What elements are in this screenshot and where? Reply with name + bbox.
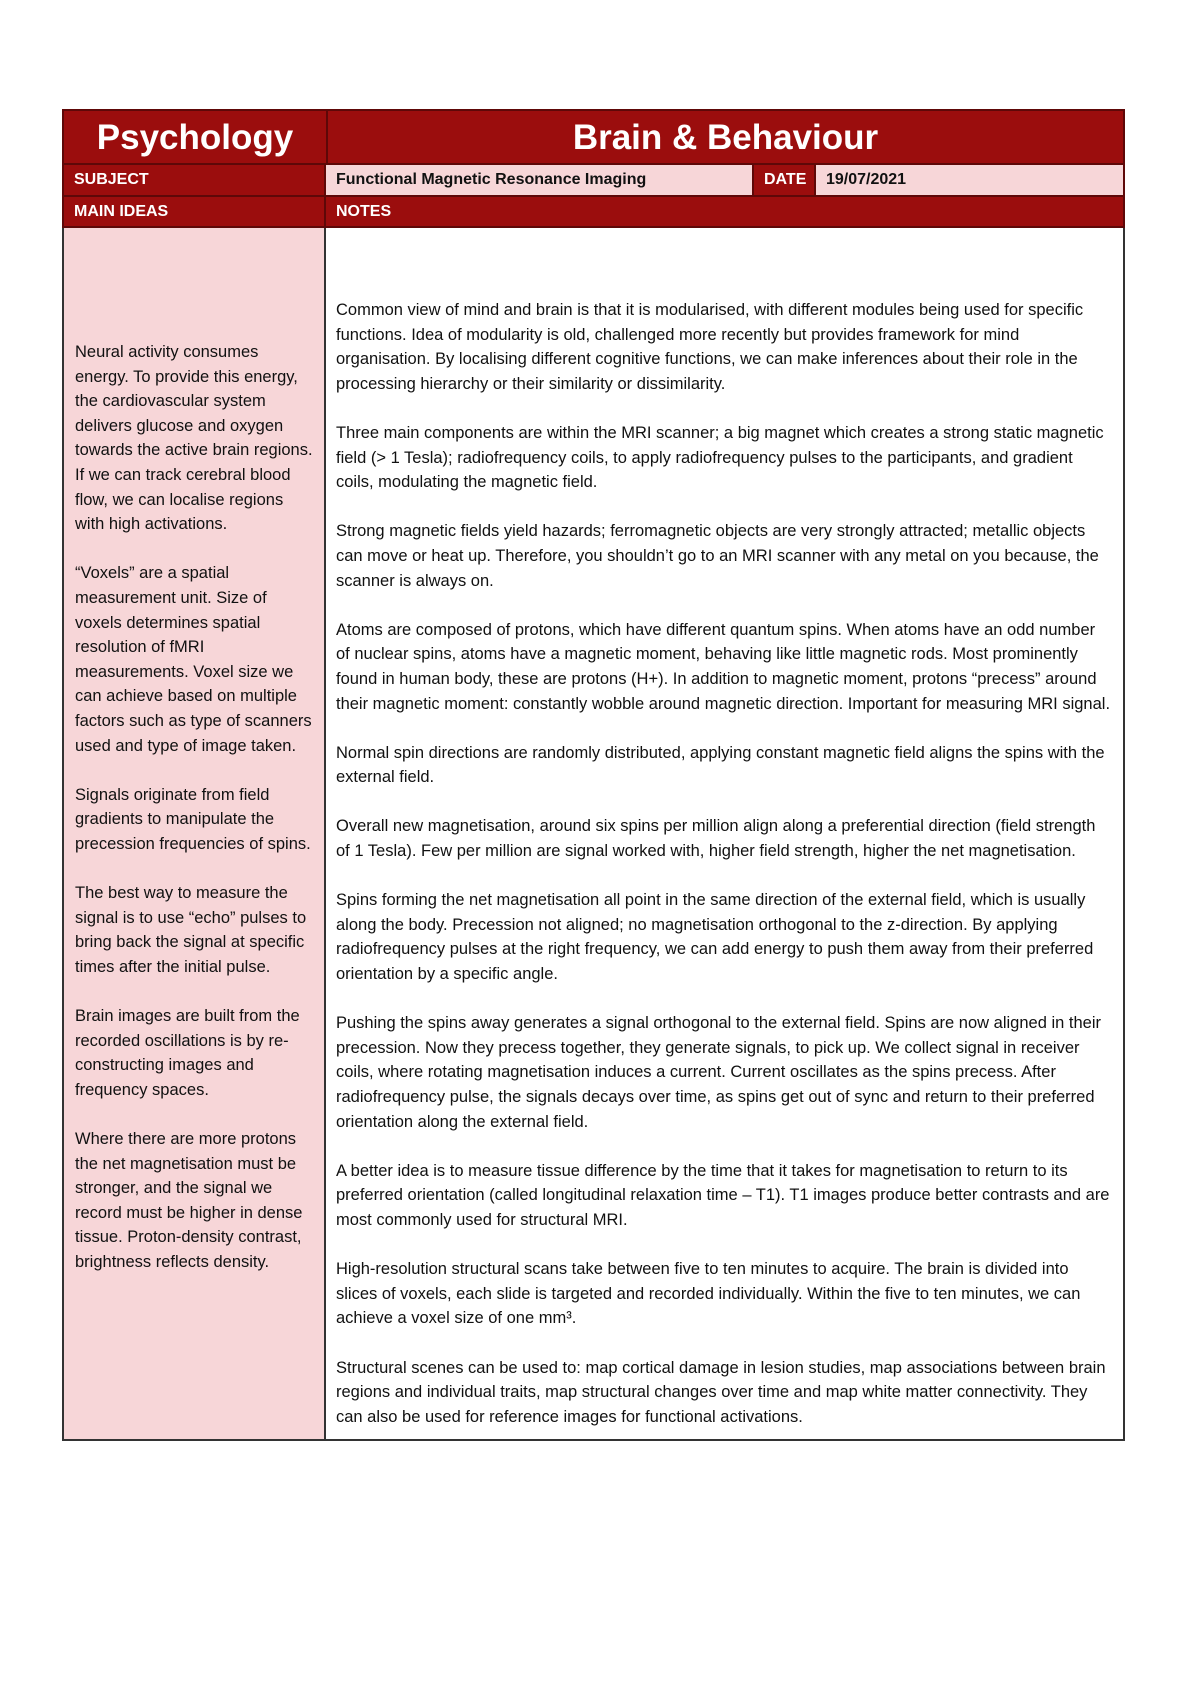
content-row (62, 228, 1125, 1441)
note-paragraph: Spins forming the net magnetisation all point in the same direction of the external field, which is usually along the body. Precession not aligned; no magnetisation orthogonal to the z-direction. By applying radiofrequency pulses at the right frequency, we can add energy to push them away from their preferred orientation by a specific angle. (336, 891, 1094, 984)
topic-title: Brain & Behaviour (572, 117, 879, 157)
subject-area-cell (64, 111, 328, 163)
main-idea: Where there are more protons the net magnetisation must be stronger, and the signal we record must be higher in dense tissue. Proton-density contrast, brightness reflects density. (75, 1130, 303, 1271)
main-idea: Brain images are built from the recorded oscillations is by re-constructing images and frequency spaces. (75, 1007, 300, 1099)
topic-cell (328, 111, 1123, 163)
column-headers-row (62, 197, 1125, 228)
note-paragraph: Normal spin directions are randomly distributed, applying constant magnetic field aligns the spins with the external field. (336, 743, 1105, 787)
note-paragraph: A better idea is to measure tissue difference by the time that it takes for magnetisation to return to its preferred orientation (called longitudinal relaxation time – T1). T1 images produce better contrasts and are most commonly used for structural MRI. (336, 1161, 1110, 1229)
main-ideas-column (64, 228, 326, 1439)
note-paragraph: Overall new magnetisation, around six spins per million align along a preferential direction (field strength of 1 Tesla). Few per million are signal worked with, higher field strength, higher the net magnetisation. (336, 817, 1096, 861)
header-row (62, 109, 1125, 165)
notes-label: NOTES (336, 202, 392, 220)
main-idea: Neural activity consumes energy. To provide this energy, the cardiovascular system delivers glucose and oxygen towards the active brain regions. If we can track cerebral blood flow, we can localise regions with high activations. (75, 343, 313, 534)
note-paragraph: Three main components are within the MRI scanner; a big magnet which creates a strong static magnetic field (> 1 Tesla); radiofrequency coils, to apply radiofrequency pulses to the participants, and gradient coils, modulating the magnetic field. (336, 423, 1104, 492)
subject-value: Functional Magnetic Resonance Imaging (326, 165, 754, 195)
main-idea: The best way to measure the signal is to use “echo” pulses to bring back the signal at specific times after the initial pulse. (75, 884, 307, 976)
subject-row (62, 165, 1125, 197)
cornell-notes-sheet (62, 109, 1125, 1441)
note-paragraph: Structural scenes can be used to: map cortical damage in lesion studies, map associations between brain regions and individual traits, map structural changes over time and map white matter connectivity. They can also be used for reference images for functional activations. (336, 1358, 1106, 1426)
note-paragraph: High-resolution structural scans take between five to ten minutes to acquire. The brain is divided into slices of voxels, each slide is targeted and recorded individually. Within the five to ten minutes, we can achieve a voxel size of one mm³. (336, 1260, 1081, 1328)
note-paragraph: Common view of mind and brain is that it is modularised, with different modules being used for specific functions. Idea of modularity is old, challenged more recently but provides framework for mind organisation. By localising different cognitive functions, we can make inferences about their role in the processing hierarchy or their similarity or dissimilarity. (336, 301, 1084, 393)
subject-label: SUBJECT (64, 165, 326, 195)
main-idea: Signals originate from field gradients to manipulate the precession frequencies of spins. (75, 785, 311, 853)
note-paragraph: Atoms are composed of protons, which have different quantum spins. When atoms have an odd number of nuclear spins, atoms have a magnetic moment, behaving like little magnetic rods. Most prominently found in human body, these are protons (H+). In addition to magnetic moment, protons “precess” around their magnetic moment: constantly wobble around magnetic direction. Important for measuring MRI signal. (336, 620, 1111, 713)
main-idea: “Voxels” are a spatial measurement unit. Size of voxels determines spatial resolution of fMRI measurements. Voxel size we can achieve based on multiple factors such as type of scanners used and type of image taken. (75, 564, 312, 755)
note-paragraph: Pushing the spins away generates a signal orthogonal to the external field. Spins are now aligned in their precession. Now they precess together, they generate signals, to pick up. We collect signal in receiver coils, where rotating magnetisation induces a current. Current oscillates as the spins precess. After radiofrequency pulse, the signals decays over time, as spins get out of sync and return to their preferred orientation along the external field. (336, 1014, 1101, 1131)
note-paragraph: Strong magnetic fields yield hazards; ferromagnetic objects are very strongly attracted; metallic objects can move or heat up. Therefore, you shouldn’t go to an MRI scanner with any metal on you because, the scanner is always on. (336, 522, 1099, 590)
main-ideas-label: MAIN IDEAS (64, 197, 326, 226)
notes-column (326, 228, 1123, 1439)
date-label: DATE (754, 165, 816, 195)
date-value: 19/07/2021 (816, 165, 1123, 195)
subject-area-title: Psychology (96, 117, 294, 157)
